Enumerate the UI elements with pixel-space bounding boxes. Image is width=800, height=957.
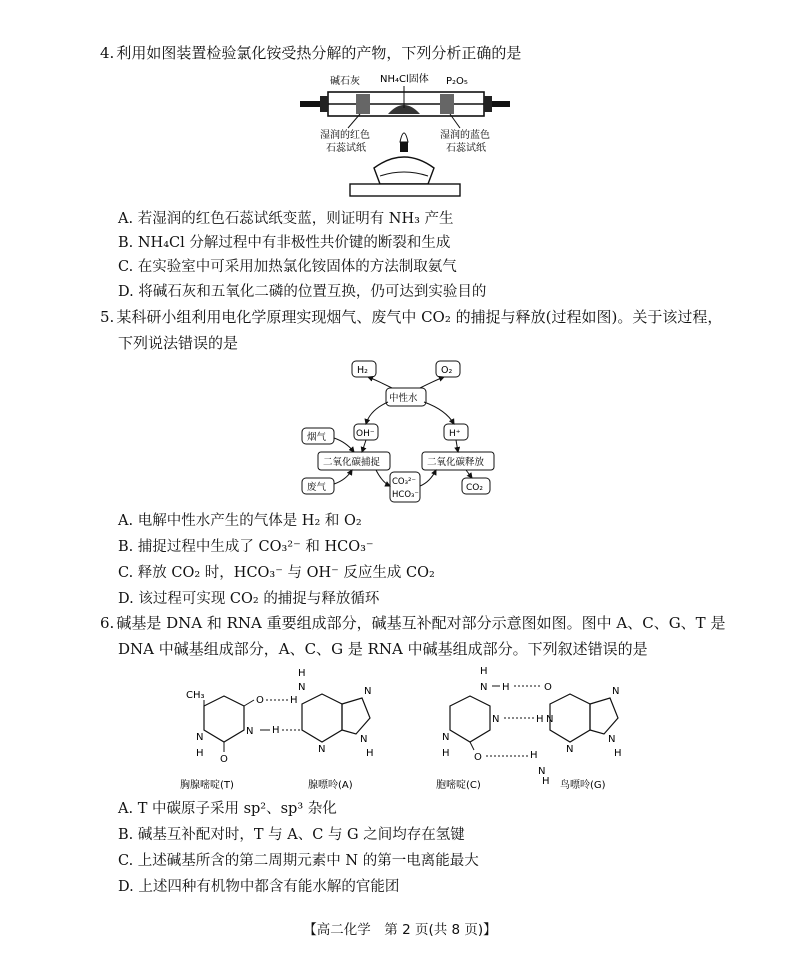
q4-right-pipe: [492, 101, 510, 107]
q5-o2-label: O₂: [441, 365, 453, 376]
q6-option-b: B. 碱基互补配对时，T 与 A、C 与 G 之间均存在氢键: [118, 827, 465, 843]
q5-arrow-carbonate-to-release: [420, 470, 436, 486]
q6-thymine-n1: N: [196, 732, 204, 743]
q6-adenine-five-ring: [342, 698, 370, 734]
q5-option-a: A. 电解中性水产生的气体是 H₂ 和 O₂: [118, 513, 362, 529]
q6-number: 6.: [100, 614, 115, 632]
q4-wick: [400, 142, 408, 152]
q5-arrow-release-to-co2: [466, 470, 472, 478]
q6-guanine-n9: N: [608, 734, 616, 745]
q6-guanine-h9: H: [614, 748, 622, 759]
q6-adenine-nh-n: N: [298, 682, 306, 693]
q5-hplus-label: H⁺: [449, 429, 461, 439]
q6-cytosine-h1: H: [442, 748, 450, 759]
q6-cytosine-n1: N: [442, 732, 450, 743]
q6-thymine-ring: [204, 696, 244, 742]
q6-ch3-label: CH₃: [186, 690, 205, 701]
q6-guanine-h: H: [536, 714, 544, 725]
q6-cg-pair-figure: [430, 660, 640, 796]
q6-guanine-nh2-h2: H: [542, 776, 550, 787]
q5-arrow-to-hplus: [424, 402, 454, 424]
q5-cycle-figure: [296, 358, 516, 506]
q5-number: 5.: [100, 308, 115, 326]
q5-stem-line1: 某科研小组利用电化学原理实现烟气、废气中 CO₂ 的捕捉与释放(过程如图)。关于该过程，: [116, 308, 723, 326]
q6-stem-line2: DNA 中碱基组成部分，A、C、G 是 RNA 中碱基组成部分。下列叙述错误的是: [118, 640, 648, 658]
q6-guanine-five-ring: [590, 698, 618, 734]
q5-stem-line2: 下列说法错误的是: [118, 334, 239, 352]
q6-thymine-o-top: O: [256, 695, 264, 706]
q5-stem: [100, 306, 722, 328]
q4-label-p2o5: P₂O₅: [446, 76, 468, 87]
q5-waste-gas-label: 废气: [307, 482, 327, 493]
q6-thymine-h1: H: [196, 748, 204, 759]
q5-arrow-hplus-to-release: [456, 440, 458, 452]
q4-stem-text: 利用如图装置检验氯化铵受热分解的产物，下列分析正确的是: [116, 44, 522, 62]
q4-stem: [100, 42, 521, 64]
q5-co3-label: CO₃²⁻: [392, 477, 416, 487]
q4-right-stopper: [484, 96, 492, 112]
q5-option-b: B. 捕捉过程中生成了 CO₃²⁻ 和 HCO₃⁻: [118, 539, 374, 555]
q5-arrow-to-h2: [368, 377, 392, 388]
q5-arrow-flue-gas: [334, 438, 354, 452]
q4-option-a: A. 若湿润的红色石蕊试纸变蓝，则证明有 NH₃ 产生: [118, 211, 454, 227]
q6-adenine-h-label: H: [290, 695, 298, 706]
q6-cytosine-nh-h: H: [480, 666, 488, 677]
q6-adenine-h9: H: [366, 748, 374, 759]
q6-cytosine-caption: 胞嘧啶(C): [436, 780, 481, 791]
q5-option-c: C. 释放 CO₂ 时，HCO₃⁻ 与 OH⁻ 反应生成 CO₂: [118, 565, 435, 581]
q4-soda-lime-plug: [356, 94, 370, 114]
q6-adenine-n9: N: [360, 734, 368, 745]
q4-left-stopper: [320, 96, 328, 112]
q6-option-a: A. T 中碳原子采用 sp²、sp³ 杂化: [118, 801, 337, 817]
q4-alcohol-lamp: [374, 157, 434, 184]
q6-thymine-co-top: [244, 700, 254, 706]
q6-guanine-n3: N: [566, 744, 574, 755]
q4-base-stand: [350, 184, 460, 196]
q6-cytosine-ring: [450, 696, 490, 742]
q6-stem-line1: 碱基是 DNA 和 RNA 重要组成部分，碱基互补配对部分示意图如图。图中 A、C、G、T 是: [116, 614, 726, 632]
q6-guanine-o: O: [544, 682, 552, 693]
q4-label-nh4cl: NH₄Cl固体: [380, 74, 429, 85]
q4-label-red-paper-2: 石蕊试纸: [326, 143, 366, 154]
q5-neutral-water-label: 中性水: [389, 393, 418, 404]
q6-adenine-six-ring: [302, 694, 342, 742]
q4-label-blue-paper-2: 石蕊试纸: [446, 143, 486, 154]
q6-guanine-nh2-n: N: [538, 766, 546, 777]
q6-thymine-n3: N: [246, 726, 254, 737]
q5-arrow-capture-to-carbonate: [376, 470, 390, 486]
q4-apparatus-figure: [300, 68, 510, 204]
q5-option-d: D. 该过程可实现 CO₂ 的捕捉与释放循环: [118, 591, 380, 607]
q4-label-blue-paper-1: 湿润的蓝色: [440, 130, 490, 141]
q5-arrow-oh-to-capture: [362, 440, 366, 452]
q6-cytosine-co: [470, 742, 474, 750]
q6-option-d: D. 上述四种有机物中都含有能水解的官能团: [118, 879, 400, 895]
q6-thymine-o-bottom: O: [220, 754, 228, 765]
q5-hco3-label: HCO₃⁻: [392, 490, 419, 500]
q6-adenine-caption: 腺嘌呤(A): [308, 780, 353, 791]
q5-arrow-to-o2: [420, 377, 444, 388]
q4-option-d: D. 将碱石灰和五氧化二磷的位置互换，仍可达到实验目的: [118, 284, 487, 300]
q6-option-c: C. 上述碱基所含的第二周期元素中 N 的第一电离能最大: [118, 853, 479, 869]
q6-thymine-caption: 胸腺嘧啶(T): [180, 780, 234, 791]
q6-cytosine-nh-n: N: [480, 682, 488, 693]
q6-cytosine-n3: N: [492, 714, 500, 725]
q6-thymine-nh-h: H: [272, 725, 280, 736]
q5-release-label: 二氧化碳释放: [427, 457, 485, 468]
q4-number: 4.: [100, 44, 115, 62]
q4-label-red-paper-1: 湿润的红色: [320, 130, 370, 141]
q4-label-soda-lime: 碱石灰: [330, 76, 360, 87]
q6-adenine-n7: N: [364, 686, 372, 697]
q6-cytosine-o: O: [474, 752, 482, 763]
q6-guanine-caption: 鸟嘌呤(G): [560, 780, 606, 791]
q6-stem: [100, 612, 725, 634]
q6-guanine-nh2-h: H: [530, 750, 538, 761]
q5-flue-gas-label: 烟气: [307, 432, 327, 443]
q6-adenine-n: N: [318, 744, 326, 755]
page-footer: 【高二化学 第 2 页(共 8 页)】: [303, 922, 497, 938]
q5-h2-label: H₂: [357, 365, 368, 376]
q6-ta-pair-figure: [180, 660, 390, 796]
q5-co2-label: CO₂: [466, 483, 483, 493]
q4-option-b: B. NH₄Cl 分解过程中有非极性共价键的断裂和生成: [118, 235, 451, 251]
q4-p2o5-plug: [440, 94, 454, 114]
q4-flame: [400, 133, 408, 142]
q6-guanine-n7: N: [612, 686, 620, 697]
q4-left-pipe: [300, 101, 320, 107]
q6-adenine-nh-h: H: [298, 668, 306, 679]
q6-cytosine-h-to-o: H: [502, 682, 510, 693]
q5-oh-label: OH⁻: [356, 429, 375, 439]
q5-arrow-waste-gas: [334, 470, 352, 484]
q6-guanine-six-ring: [550, 694, 590, 742]
q4-option-c: C. 在实验室中可采用加热氯化铵固体的方法制取氨气: [118, 259, 457, 275]
q6-guanine-n1: N: [546, 714, 554, 725]
q5-arrow-to-oh: [366, 402, 388, 424]
q5-capture-label: 二氧化碳捕捉: [323, 457, 381, 468]
